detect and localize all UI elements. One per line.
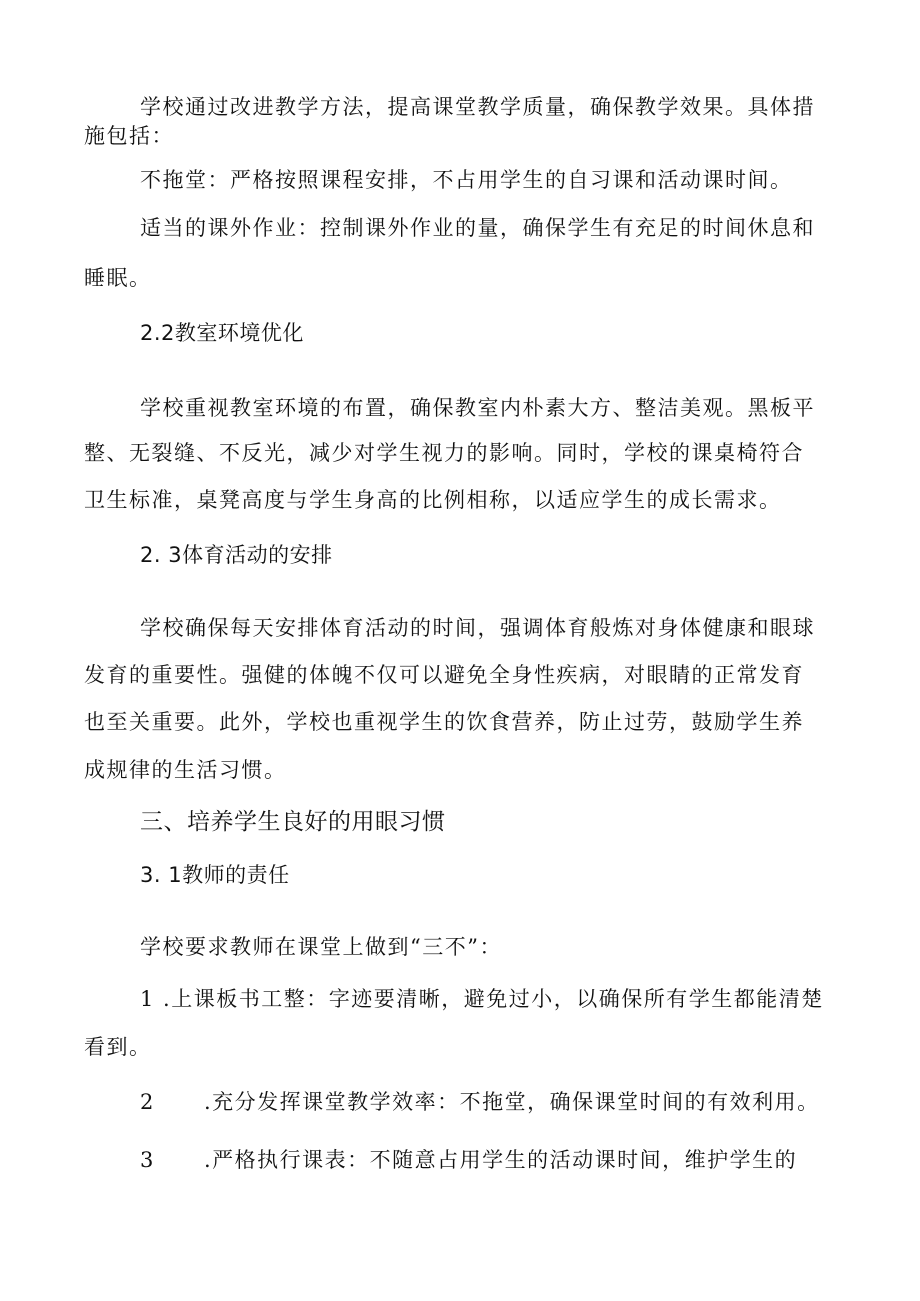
list-item-number: 3 <box>140 1148 155 1172</box>
chapter-heading-3: 三、培养学生良好的用眼习惯 <box>140 809 446 835</box>
paragraph-line: 看到。 <box>84 1035 152 1059</box>
section-heading-3-1: 3. 1教师的责任 <box>140 863 290 887</box>
paragraph-line: 卫生标准，桌凳高度与学生身高的比例相称，以适应学生的成长需求。 <box>84 488 782 512</box>
list-item-2 <box>140 1088 820 1116</box>
paragraph-line: 成规律的生活习惯。 <box>84 758 287 782</box>
paragraph-line: 学校通过改进教学方法，提高课堂教学质量，确保教学效果。具体措 <box>140 95 815 119</box>
paragraph-line: 也至关重要。此外，学校也重视学生的饮食营养，防止过劳，鼓励学生养 <box>84 710 804 734</box>
section-heading-2-3: 2. 3体育活动的安排 <box>140 543 333 567</box>
list-item-number: 2 <box>140 1090 155 1114</box>
paragraph-line: 发育的重要性。强健的体魄不仅可以避免全身性疾病，对眼睛的正常发育 <box>84 663 804 687</box>
paragraph-line: 施包括： <box>84 124 174 148</box>
paragraph-line: 学校重视教室环境的布置，确保教室内朴素大方、整洁美观。黑板平 <box>140 396 815 420</box>
paragraph-line: 学校要求教师在课堂上做到“三不”： <box>140 935 502 959</box>
list-item-3 <box>140 1146 797 1174</box>
paragraph-line: 整、无裂缝、不反光，减少对学生视力的影响。同时，学校的课桌椅符合 <box>84 441 804 465</box>
paragraph-line: 适当的课外作业：控制课外作业的量，确保学生有充足的时间休息和 <box>140 216 815 240</box>
paragraph-line: 不拖堂：严格按照课程安排，不占用学生的自习课和活动课时间。 <box>140 168 793 192</box>
list-item-text: .充分发挥课堂教学效率：不拖堂，确保课堂时间的有效利用。 <box>204 1090 820 1114</box>
paragraph-line: 学校确保每天安排体育活动的时间，强调体育般炼对身体健康和眼球 <box>140 616 815 640</box>
section-heading-2-2: 2.2教室环境优化 <box>140 321 304 345</box>
list-item-text: .严格执行课表：不随意占用学生的活动课时间，维护学生的 <box>204 1148 798 1172</box>
list-item-1: 1 .上课板书工整：字迹要清晰，避免过小，以确保所有学生都能清楚 <box>140 987 824 1011</box>
paragraph-line: 睡眠。 <box>84 266 152 290</box>
